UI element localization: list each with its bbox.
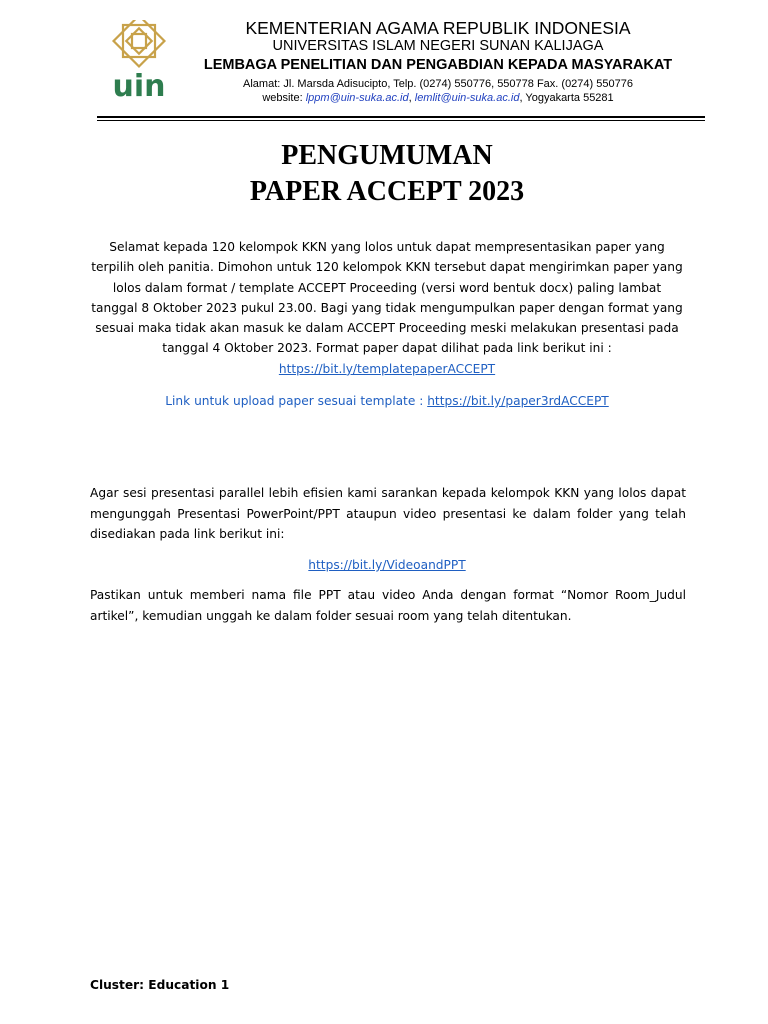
announcement-paragraph <box>84 237 690 379</box>
title-line-2: PAPER ACCEPT 2023 <box>249 176 525 207</box>
letterhead-rule-thick <box>97 116 705 118</box>
presentation-paragraph: Agar sesi presentasi parallel lebih efisien kami sarankan kepada kelompok KKN yang lolos dapat mengunggah Presentasi PowerPoint/PPT ataupun video presentasi ke dalam folder yang telah disediakan pada link berikut ini: <box>90 486 686 542</box>
letterhead <box>180 18 696 105</box>
announcement-line: lolos dalam format / template ACCEPT Proceeding (versi word bentuk docx) paling lambat <box>112 280 662 295</box>
announcement-line: tanggal 8 Oktober 2023 pukul 23.00. Bagi yang tidak mengumpulkan paper dengan format yang <box>91 300 683 315</box>
announcement-line: tanggal 4 Oktober 2023. Format paper dapat dilihat pada link berikut ini : <box>162 341 612 356</box>
university-name: UNIVERSITAS ISLAM NEGERI SUNAN KALIJAGA <box>272 38 604 54</box>
website-prefix: website: <box>262 92 306 104</box>
email-link-lemlit[interactable]: lemlit@uin-suka.ac.id <box>414 92 520 104</box>
website-line <box>180 91 696 105</box>
title-line-1: PENGUMUMAN <box>281 140 493 171</box>
uin-logo <box>106 20 172 98</box>
institute-name: LEMBAGA PENELITIAN DAN PENGABDIAN KEPADA MASYARAKAT <box>203 57 673 73</box>
template-link[interactable]: https://bit.ly/templatepaperACCEPT <box>278 361 496 376</box>
announcement-line: Selamat kepada 120 kelompok KKN yang lolos untuk dapat mempresentasikan paper yang <box>109 240 665 254</box>
address: Alamat: Jl. Marsda Adisucipto, Telp. (0274) 550776, 550778 Fax. (0274) 550776 <box>243 78 633 90</box>
document-title <box>84 138 690 210</box>
city: , Yogyakarta 55281 <box>519 92 614 104</box>
upload-link[interactable]: https://bit.ly/paper3rdACCEPT <box>427 394 609 408</box>
upload-label: Link untuk upload paper sesuai template : <box>165 394 428 408</box>
announcement-line: terpilih oleh panitia. Dimohon untuk 120 kelompok KKN tersebut dapat mengirimkan paper yang <box>91 260 683 275</box>
letterhead-rule-thin <box>97 120 705 121</box>
ministry-name: KEMENTERIAN AGAMA REPUBLIK INDONESIA <box>245 18 631 38</box>
announcement-line: sesuai maka tidak akan masuk ke dalam ACCEPT Proceeding meski melakukan presentasi pada <box>95 321 679 336</box>
upload-note <box>84 391 690 411</box>
separator: , <box>408 92 415 104</box>
cluster-label: Cluster: Education 1 <box>90 978 230 992</box>
video-ppt-link[interactable]: https://bit.ly/VideoandPPT <box>308 558 466 572</box>
naming-paragraph: Pastikan untuk memberi nama file PPT atau video Anda dengan format “Nomor Room_Judul artikel”, kemudian unggah ke dalam folder sesuai room yang telah ditentukan. <box>90 588 686 623</box>
logo-wordmark: uin <box>112 69 166 98</box>
email-link-lppm[interactable]: lppm@uin-suka.ac.id <box>305 92 409 104</box>
video-ppt-link-line <box>84 555 690 575</box>
